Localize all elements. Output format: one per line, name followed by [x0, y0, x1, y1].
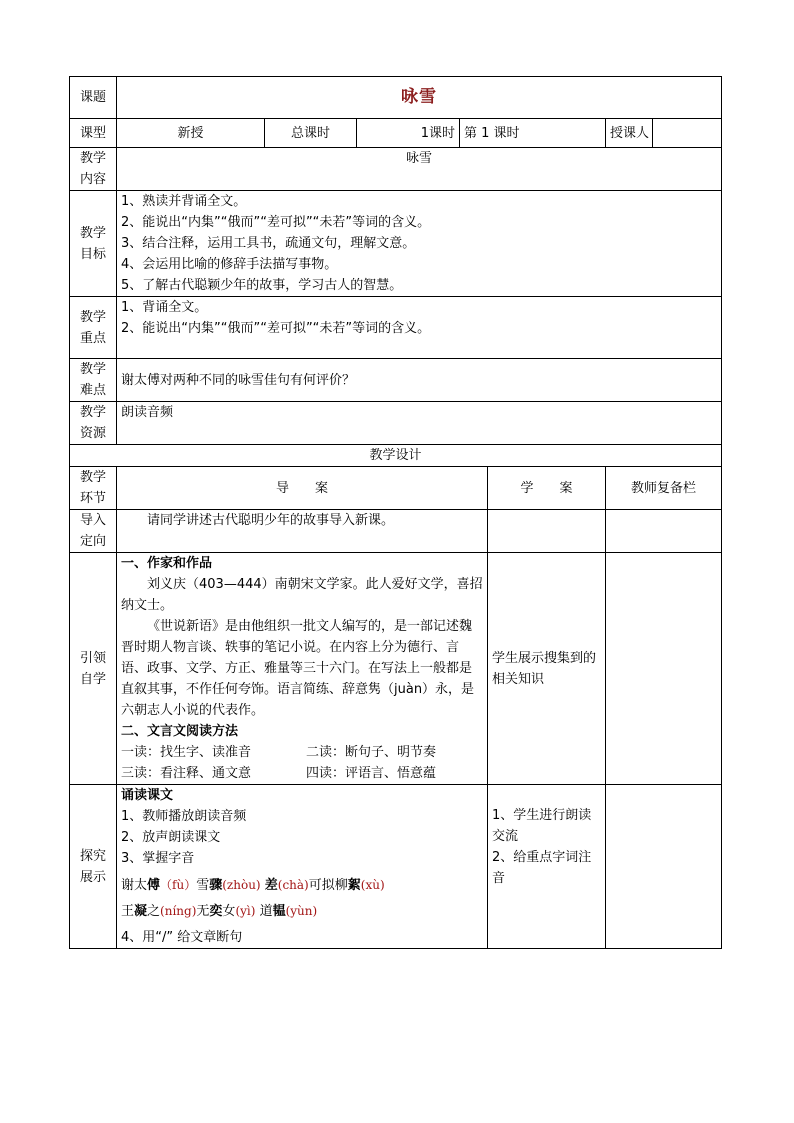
key-point-item: 1、背诵全文。 — [121, 300, 208, 315]
study-column-header: 学 案 — [488, 467, 606, 510]
key-points-list — [117, 297, 722, 359]
lesson-label: 课题 — [70, 77, 117, 119]
reading-step: 一读：找生字、读准音 — [121, 745, 252, 760]
stage-guide-text: 请同学讲述古代聪明少年的故事导入新课。 — [147, 513, 395, 528]
teacher-value — [653, 119, 722, 148]
goals-row — [70, 191, 722, 297]
design-title: 教学设计 — [70, 445, 722, 467]
reading-step-row — [121, 742, 483, 763]
goals-list — [117, 191, 722, 297]
stage-study — [488, 785, 606, 949]
goals-label: 教学 目标 — [70, 191, 117, 297]
key-points-row — [70, 297, 722, 359]
header-row — [70, 77, 722, 119]
study-item: 1、学生进行朗读交流 — [492, 808, 592, 844]
stage-review — [606, 553, 722, 785]
difficulty-row — [70, 359, 722, 402]
stage-row-explore — [70, 785, 722, 949]
pronunciation-line: 王凝之(níng)无奕女(yì) 道韫(yùn) — [121, 904, 318, 919]
paragraph: 《世说新语》是由他组织一批文人编写的，是一部记述魏晋时期人物言谈、轶事的笔记小说。在内容上分为德行、言语、政事、文学、方正、雅量等三十六门。在写法上一般都是直叙其事，不作任何夸饰。语言简练、辞意隽（juàn）永，是六朝志人小说的代表作。 — [121, 619, 475, 718]
type-value: 新授 — [117, 119, 265, 148]
goal-item: 4、会运用比喻的修辞手法描写事物。 — [121, 257, 338, 272]
total-value: 1课时 — [357, 119, 460, 148]
paragraph: 刘义庆（403—444）南朝宋文学家。此人爱好文学，喜招纳文士。 — [121, 577, 483, 613]
section-heading: 诵读课文 — [121, 788, 174, 803]
goal-item: 1、熟读并背诵全文。 — [121, 194, 247, 209]
difficulty-value: 谢太傅对两种不同的咏雪佳句有何评价？ — [117, 359, 722, 402]
content-value: 咏雪 — [117, 148, 722, 191]
stage-review — [606, 785, 722, 949]
content-label: 教学 内容 — [70, 148, 117, 191]
stage-guide — [117, 553, 488, 785]
reading-step: 三读：看注释、通文意 — [121, 766, 252, 781]
guide-column-header: 导 案 — [117, 467, 488, 510]
type-label: 课型 — [70, 119, 117, 148]
step: 4、用“/” 给文章断句 — [121, 930, 243, 945]
content-row — [70, 148, 722, 191]
study-item: 2、给重点字词注音 — [492, 850, 592, 886]
total-label: 总课时 — [265, 119, 357, 148]
step: 1、教师播放朗读音频 — [121, 809, 247, 824]
stage-review — [606, 510, 722, 553]
lesson-title: 咏雪 — [117, 77, 722, 119]
resources-row — [70, 402, 722, 445]
reading-step: 二读：断句子、明节奏 — [306, 745, 437, 760]
key-point-item: 2、能说出“内集”“俄而”“差可拟”“未若”等词的含义。 — [121, 321, 431, 336]
reading-step-row — [121, 763, 483, 784]
goal-item: 5、了解古代聪颖少年的故事，学习古人的智慧。 — [121, 278, 403, 293]
stage-label: 导入 定向 — [70, 510, 117, 553]
type-row — [70, 119, 722, 148]
lesson-plan-table — [69, 76, 722, 949]
lesson-plan-sheet — [69, 76, 721, 949]
section-heading: 一、作家和作品 — [121, 556, 213, 571]
period-value: 第 1 课时 — [460, 119, 606, 148]
resources-value: 朗读音频 — [117, 402, 722, 445]
step: 2、放声朗读课文 — [121, 830, 221, 845]
stage-study: 学生展示搜集到的相关知识 — [488, 553, 606, 785]
design-title-row — [70, 445, 722, 467]
stage-guide — [117, 510, 488, 553]
goal-item: 3、结合注释，运用工具书，疏通文句，理解文意。 — [121, 236, 416, 251]
stage-label: 探究 展示 — [70, 785, 117, 949]
pronunciation-line: 谢太傅（fù）雪骤(zhòu) 差(chà)可拟柳絮(xù) — [121, 878, 385, 893]
stage-row-intro — [70, 510, 722, 553]
review-column-header: 教师复备栏 — [606, 467, 722, 510]
goal-item: 2、能说出“内集”“俄而”“差可拟”“未若”等词的含义。 — [121, 215, 431, 230]
difficulty-label: 教学 难点 — [70, 359, 117, 402]
stage-row-self-study — [70, 553, 722, 785]
step: 3、掌握字音 — [121, 851, 195, 866]
key-points-label: 教学 重点 — [70, 297, 117, 359]
stage-label: 引领 自学 — [70, 553, 117, 785]
stage-column-header: 教学 环节 — [70, 467, 117, 510]
design-header-row — [70, 467, 722, 510]
reading-step: 四读：评语言、悟意蕴 — [306, 766, 437, 781]
section-heading: 二、文言文阅读方法 — [121, 724, 239, 739]
stage-study — [488, 510, 606, 553]
pinyin-xu: (xù) — [360, 878, 385, 892]
stage-guide — [117, 785, 488, 949]
resources-label: 教学 资源 — [70, 402, 117, 445]
teacher-label: 授课人 — [606, 119, 653, 148]
